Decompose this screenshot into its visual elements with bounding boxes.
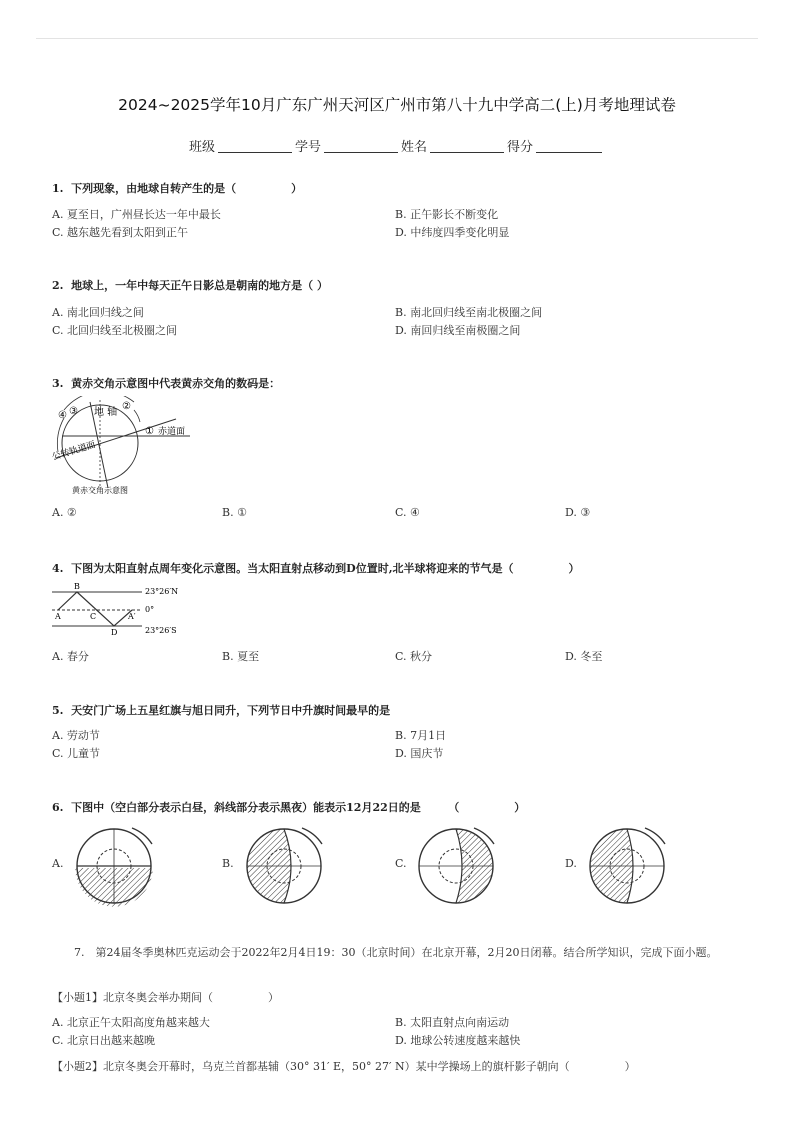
id-label: 学号 [294,140,321,155]
question-2 [52,277,328,293]
q2-option-c[interactable]: C. 北回归线至北极圈之间 [52,324,178,337]
q6-figure-a[interactable] [70,824,160,908]
q5-option-d[interactable]: D. 国庆节 [395,747,444,760]
q1-option-a[interactable]: A. 夏至日，广州昼长达一年中最长 [52,208,221,221]
id-blank [324,140,398,153]
q6-option-a[interactable]: A. [52,857,64,870]
q7-1-option-d[interactable]: D. 地球公转速度越来越快 [395,1034,521,1047]
q7-1-option-c[interactable]: C. 北京日出越来越晚 [52,1034,156,1047]
q6-option-d[interactable]: D. [565,857,577,870]
angle-arc-small [134,410,140,422]
question-4 [52,560,580,576]
label-a-prime: A′ [128,612,136,621]
question-number: 4. [52,562,64,575]
label-b: B [74,582,80,591]
question-5 [52,702,390,718]
class-blank [218,140,292,153]
question-text: 黄赤交角示意图中代表黄赤交角的数码是： [71,377,281,390]
label-c: C [90,612,97,621]
q3-option-b[interactable]: B. ① [222,506,247,519]
class-label: 班级 [188,140,215,155]
question-3 [52,375,280,391]
ecliptic-obliquity-diagram [50,396,200,498]
label-1: ① [145,426,154,437]
student-info-line [0,136,794,155]
score-label: 得分 [507,140,534,155]
diagram-caption: 黄赤交角示意图 [72,486,128,495]
score-blank [536,140,602,153]
q3-option-c[interactable]: C. ④ [395,506,420,519]
q6-option-c[interactable]: C. [395,857,407,870]
name-blank [430,140,504,153]
q4-option-d[interactable]: D. 冬至 [565,650,603,663]
question-text: 天安门广场上五星红旗与旭日同升，下列节日中升旗时间最早的是 [71,704,391,717]
label-tropic-south: 23°26′S [145,626,177,635]
question-1 [52,180,302,196]
q5-option-a[interactable]: A. 劳动节 [52,729,100,742]
question-number: 2. [52,279,64,292]
q1-option-d[interactable]: D. 中纬度四季变化明显 [395,226,510,239]
question-7-stem: 7. 第24届冬季奥林匹克运动会于2022年2月4日19：30（北京时间）在北京开幕，2月20日闭幕。结合所学知识，完成下面小题。 [74,946,718,959]
name-label: 姓名 [401,140,428,155]
q3-option-d[interactable]: D. ③ [565,506,591,519]
q4-option-c[interactable]: C. 秋分 [395,650,433,663]
q3-option-a[interactable]: A. ② [52,506,77,519]
q2-option-a[interactable]: A. 南北回归线之间 [52,306,144,319]
question-number: 3. [52,377,64,390]
label-a: A [55,612,61,621]
question-number: 5. [52,704,64,717]
q4-option-b[interactable]: B. 夏至 [222,650,260,663]
label-2: ② [122,401,131,412]
q6-figure-b[interactable] [240,824,330,908]
q5-option-c[interactable]: C. 儿童节 [52,747,101,760]
orbit-label: 公转轨道面 [50,440,97,463]
q5-option-b[interactable]: B. 7月1日 [395,729,447,742]
q6-option-b[interactable]: B. [222,857,234,870]
label-3: ③ [69,406,78,417]
q2-option-d[interactable]: D. 南回归线至南极圈之间 [395,324,521,337]
header-rule [36,38,758,39]
equator-label: 赤道面 [158,427,186,437]
question-text: 下图中（空白部分表示白昼，斜线部分表示黑夜）能表示12月22日的是 （ ） [71,801,526,814]
question-text: 下列现象，由地球自转产生的是（ ） [71,182,303,195]
label-4: ④ [58,410,67,421]
axis-label: 地 轴 [94,407,118,418]
label-tropic-north: 23°26′N [145,587,179,596]
q6-figure-c[interactable] [412,824,502,908]
page-title: 2024~2025学年10月广东广州天河区广州市第八十九中学高二(上)月考地理试卷 [118,96,676,114]
q7-1-option-b[interactable]: B. 太阳直射点向南运动 [395,1016,510,1029]
q2-option-b[interactable]: B. 南北回归线至南北极圈之间 [395,306,543,319]
question-6 [52,799,525,815]
q4-option-a[interactable]: A. 春分 [52,650,89,663]
q1-option-b[interactable]: B. 正午影长不断变化 [395,208,499,221]
q7-1-option-a[interactable]: A. 北京正午太阳高度角越来越大 [52,1016,210,1029]
question-number: 6. [52,801,64,814]
q7-subquestion-2: 【小题2】北京冬奥会开幕时，乌克兰首都基辅（30° 31′ E，50° 27′ N）某中学操场上的旗杆影子朝向（ ） [52,1060,636,1073]
q7-subquestion-1: 【小题1】北京冬奥会举办期间（ ） [52,991,279,1004]
label-d: D [111,628,118,637]
question-text: 地球上，一年中每天正午日影总是朝南的地方是（ ） [71,279,328,292]
question-text: 下图为太阳直射点周年变化示意图。当太阳直射点移动到D位置时,北半球将迎来的节气是（ ） [71,562,580,575]
q6-figure-d[interactable] [583,824,673,908]
label-equator: 0° [145,605,155,614]
q1-option-c[interactable]: C. 越东越先看到太阳到正午 [52,226,189,239]
subsolar-point-diagram [50,580,190,640]
question-number: 1. [52,182,64,195]
